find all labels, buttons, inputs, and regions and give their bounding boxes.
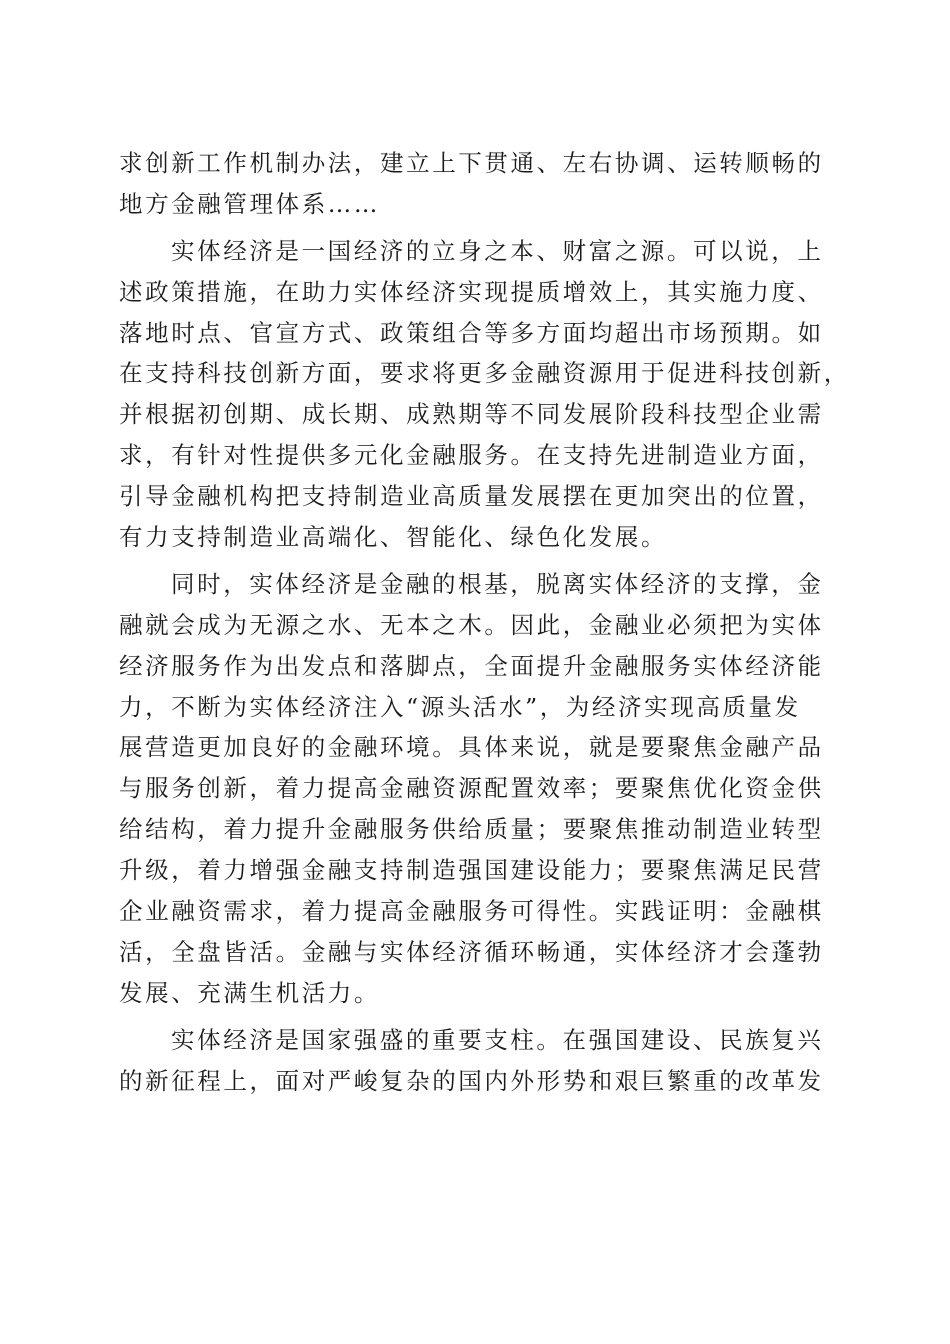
paragraph-2-line-4: 在支持科技创新方面，要求将更多金融资源用于促进科技创新，	[119, 359, 850, 388]
paragraph-3-line-4: 力，不断为实体经济注入“源头活水”，为经济实现高质量发	[119, 692, 801, 721]
paragraph-4-line-2: 的新征程上，面对严峻复杂的国内外形势和艰巨繁重的改革发	[119, 1066, 824, 1095]
paragraph-3-line-1: 同时，实体经济是金融的根基，脱离实体经济的支撑，金	[171, 569, 824, 598]
paragraph-3-line-10: 活，全盘皆活。金融与实体经济循环畅通，实体经济才会蓬勃	[119, 937, 824, 966]
paragraph-3-line-6: 与服务创新，着力提高金融资源配置效率；要聚焦优化资金供	[119, 774, 824, 803]
paragraph-1-line-1: 求创新工作机制办法，建立上下贯通、左右协调、运转顺畅的	[119, 149, 824, 177]
document-body	[119, 143, 850, 1101]
paragraph-2-line-2: 述政策措施，在助力实体经济实现提质增效上，其实施力度、	[119, 277, 824, 306]
paragraph-3-line-2: 融就会成为无源之水、无本之木。因此，金融业必须把为实体	[119, 610, 824, 639]
paragraph-3-line-3: 经济服务作为出发点和落脚点，全面提升金融服务实体经济能	[119, 651, 824, 680]
paragraph-3-line-9: 企业融资需求，着力提高金融服务可得性。实践证明：金融棋	[119, 897, 824, 926]
paragraph-2-line-7: 引导金融机构把支持制造业高质量发展摆在更加突出的位置，	[119, 482, 824, 511]
paragraph-2-line-3: 落地时点、官宣方式、政策组合等多方面均超出市场预期。如	[119, 318, 824, 347]
paragraph-2-line-5: 并根据初创期、成长期、成熟期等不同发展阶段科技型企业需	[119, 400, 824, 429]
paragraph-3-line-7: 给结构，着力提升金融服务供给质量；要聚焦推动制造业转型	[119, 815, 824, 844]
paragraph-2-line-6: 求，有针对性提供多元化金融服务。在支持先进制造业方面，	[119, 441, 824, 470]
paragraph-1-line-2: 地方金融管理体系……	[119, 189, 380, 218]
paragraph-2-line-1: 实体经济是一国经济的立身之本、财富之源。可以说，上	[171, 236, 824, 265]
paragraph-3-line-8: 升级，着力增强金融支持制造强国建设能力；要聚焦满足民营	[119, 856, 824, 885]
paragraph-3-line-5: 展营造更加良好的金融环境。具体来说，就是要聚焦金融产品	[119, 733, 824, 762]
paragraph-3-line-11: 发展、充满生机活力。	[119, 978, 380, 1007]
paragraph-4-line-1: 实体经济是国家强盛的重要支柱。在强国建设、民族复兴	[171, 1025, 824, 1054]
paragraph-2-line-8: 有力支持制造业高端化、智能化、绿色化发展。	[119, 523, 668, 552]
